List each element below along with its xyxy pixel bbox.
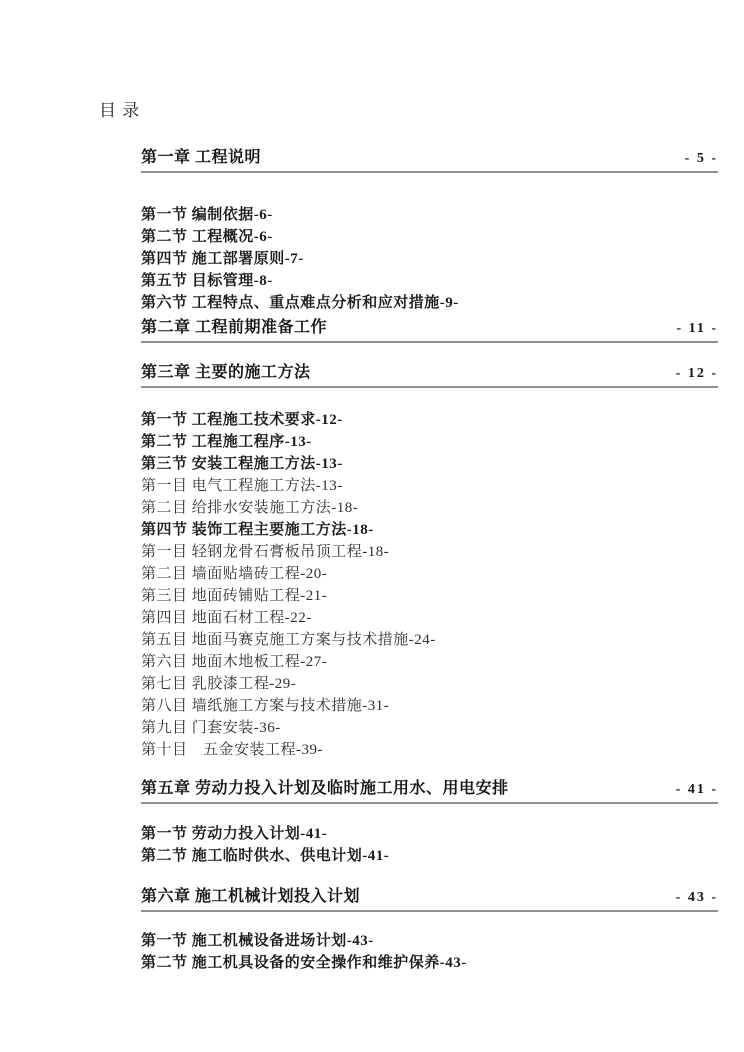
chapter-page-number: - 5 - <box>684 151 718 166</box>
chapter-title: 第三章 主要的施工方法 <box>141 364 311 381</box>
toc-section-entry[interactable]: 第四节 施工部署原则-7- <box>141 251 304 267</box>
toc-title: 目 录 <box>99 101 141 120</box>
toc-chapter-1[interactable] <box>141 148 718 173</box>
toc-chapter-3[interactable] <box>141 363 718 388</box>
toc-subsection-entry[interactable]: 第三目 地面砖铺贴工程-21- <box>141 588 328 604</box>
toc-subsection-entry[interactable]: 第七目 乳胶漆工程-29- <box>141 676 297 692</box>
toc-subsection-entry[interactable]: 第二目 给排水安装施工方法-18- <box>141 500 359 516</box>
chapter-page-number: - 11 - <box>676 321 718 336</box>
chapter-title: 第二章 工程前期准备工作 <box>141 319 328 336</box>
chapter-title: 第一章 工程说明 <box>141 149 262 166</box>
chapter-page-number: - 12 - <box>675 366 718 381</box>
chapter-title: 第五章 劳动力投入计划及临时施工用水、用电安排 <box>141 780 509 797</box>
toc-subsection-entry[interactable]: 第一目 轻钢龙骨石膏板吊顶工程-18- <box>141 544 390 560</box>
toc-section-entry[interactable]: 第六节 工程特点、重点难点分析和应对措施-9- <box>141 295 459 311</box>
toc-section-entry[interactable]: 第二节 施工临时供水、供电计划-41- <box>141 848 390 864</box>
toc-subsection-entry[interactable]: 第六目 地面木地板工程-27- <box>141 654 328 670</box>
chapter-page-number: - 41 - <box>675 782 718 797</box>
toc-subsection-entry[interactable]: 第九目 门套安装-36- <box>141 720 281 736</box>
chapter-title: 第六章 施工机械计划投入计划 <box>141 888 361 905</box>
toc-section-entry[interactable]: 第二节 工程施工程序-13- <box>141 434 312 450</box>
toc-subsection-entry[interactable]: 第十目 五金安装工程-39- <box>141 742 323 758</box>
toc-section-entry[interactable]: 第二节 工程概况-6- <box>141 229 273 245</box>
table-of-contents <box>141 148 718 974</box>
chapter-page-number: - 43 - <box>675 890 718 905</box>
toc-subsection-entry[interactable]: 第一目 电气工程施工方法-13- <box>141 478 343 494</box>
toc-subsection-entry[interactable]: 第四目 地面石材工程-22- <box>141 610 312 626</box>
toc-section-entry[interactable]: 第一节 施工机械设备进场计划-43- <box>141 933 374 949</box>
toc-subsection-entry[interactable]: 第八目 墙纸施工方案与技术措施-31- <box>141 698 390 714</box>
toc-section-entry[interactable]: 第二节 施工机具设备的安全操作和维护保养-43- <box>141 955 467 971</box>
toc-section-entry[interactable]: 第一节 工程施工技术要求-12- <box>141 412 343 428</box>
toc-subsection-entry[interactable]: 第二目 墙面贴墙砖工程-20- <box>141 566 328 582</box>
toc-section-entry[interactable]: 第一节 编制依据-6- <box>141 207 273 223</box>
toc-section-entry[interactable]: 第四节 装饰工程主要施工方法-18- <box>141 522 374 538</box>
toc-section-entry[interactable]: 第一节 劳动力投入计划-41- <box>141 826 328 842</box>
toc-chapter-2[interactable] <box>141 318 718 343</box>
toc-chapter-6[interactable] <box>141 887 718 912</box>
toc-subsection-entry[interactable]: 第五目 地面马赛克施工方案与技术措施-24- <box>141 632 436 648</box>
toc-section-entry[interactable]: 第三节 安装工程施工方法-13- <box>141 456 343 472</box>
toc-section-entry[interactable]: 第五节 目标管理-8- <box>141 273 273 289</box>
toc-chapter-5[interactable] <box>141 779 718 804</box>
